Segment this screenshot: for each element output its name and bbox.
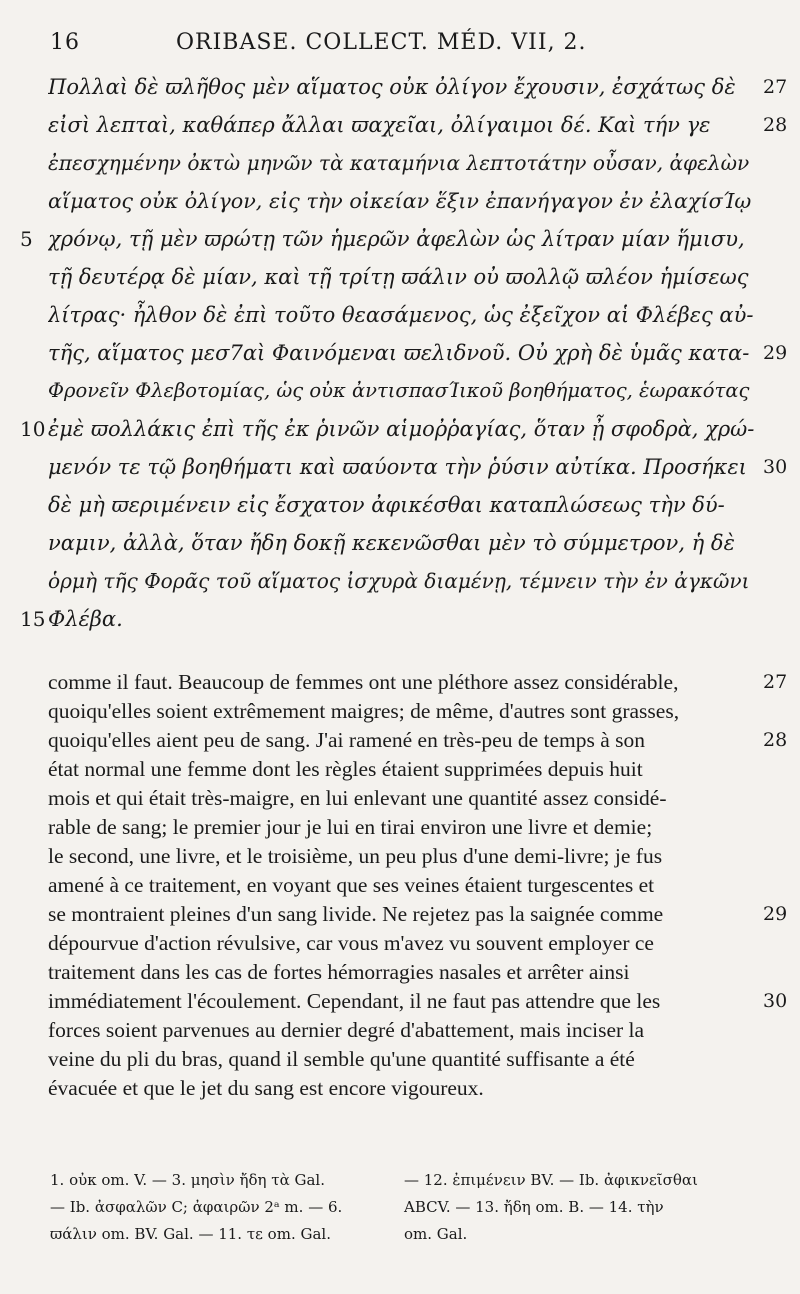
french-line — [0, 668, 800, 697]
french-line-text: mois et qui était très-maigre, en lui enlevant une quantité assez considé- — [48, 786, 667, 810]
footnote-line: ABCV. — 13. ἤδη om. B. — 14. τὴν — [404, 1198, 664, 1216]
greek-line — [0, 296, 800, 334]
french-line — [0, 784, 800, 813]
greek-line — [0, 258, 800, 296]
french-line-text: se montraient pleines d'un sang livide. Ne rejetez pas la saignée comme — [48, 902, 664, 926]
running-title: ORIBASE. COLLECT. MÉD. VII, 2. — [176, 30, 587, 55]
french-line — [0, 1045, 800, 1074]
greek-line — [0, 562, 800, 600]
greek-line — [0, 182, 800, 220]
greek-line-text: ναμιν, ἀλλὰ, ὅταν ἤδη δοκῇ κεκενῶσθαι μὲν τὸ σύμμετρον, ἡ δὲ — [48, 531, 735, 555]
greek-line — [0, 448, 800, 486]
french-line-text: évacuée et que le jet du sang est encore vigoureux. — [48, 1076, 484, 1100]
line-number: 10 — [20, 417, 46, 441]
greek-line — [0, 372, 800, 410]
footnotes — [0, 1167, 800, 1277]
french-line-text: veine du pli du bras, quand il semble qu'une quantité suffisante a été — [48, 1047, 635, 1071]
greek-line — [0, 68, 800, 106]
french-line — [0, 755, 800, 784]
greek-line-text: χρόνῳ, τῇ μὲν ϖρώτῃ τῶν ἡμερῶν ἀφελὼν ὡς λίτραν μίαν ἥμισυ, — [48, 227, 745, 251]
french-line — [0, 813, 800, 842]
greek-line — [0, 106, 800, 144]
section-marker: 29 — [763, 342, 788, 364]
greek-text-block — [0, 68, 800, 638]
footnote-line: om. Gal. — [404, 1225, 468, 1243]
greek-line — [0, 486, 800, 524]
greek-line-text: Φλέβα. — [48, 607, 123, 631]
french-line — [0, 900, 800, 929]
french-line-text: le second, une livre, et le troisième, un peu plus d'une demi-livre; je fus — [48, 844, 663, 868]
french-line-text: quoiqu'elles aient peu de sang. J'ai ramené en très-peu de temps à son — [48, 728, 646, 752]
footnote-line: — Ib. ἀσφαλῶν C; ἀφαιρῶν 2ᵃ m. — 6. — [50, 1198, 343, 1216]
french-line-text: immédiatement l'écoulement. Cependant, il ne faut pas attendre que les — [48, 989, 661, 1013]
greek-line-text: εἰσὶ λεπταὶ, καθάπερ ἄλλαι ϖαχεῖαι, ὀλίγαιμοι δέ. Καὶ τήν γε — [48, 113, 711, 137]
page-number: 16 — [50, 30, 80, 55]
greek-line — [0, 524, 800, 562]
greek-line-text: δὲ μὴ ϖεριμένειν εἰς ἔσχατον ἀφικέσθαι καταπλώσεως τὴν δύ- — [48, 493, 725, 517]
greek-line-text: ὁρμὴ τῆς Φορᾶς τοῦ αἵματος ἰσχυρὰ διαμένῃ, τέμνειν τὴν ἐν ἀγκῶνι — [48, 569, 750, 593]
footnote-line: — 12. ἐπιμένειν BV. — Ib. ἀφικνεῖσθαι — [404, 1171, 698, 1189]
french-line-text: état normal une femme dont les règles étaient supprimées depuis huit — [48, 757, 643, 781]
section-marker: 28 — [763, 114, 788, 136]
greek-line-text: Φρονεῖν Φλεβοτομίας, ὡς οὐκ ἀντισπασΊικοῦ βοηθήματος, ἑωρακότας — [48, 379, 750, 402]
greek-line-text: λίτρας· ἦλθον δὲ ἐπὶ τοῦτο θεασάμενος, ὡς ἐξεῖχον αἱ Φλέβες αὐ- — [48, 303, 754, 327]
french-line-text: comme il faut. Beaucoup de femmes ont une pléthore assez considérable, — [48, 670, 679, 694]
section-marker: 30 — [763, 456, 788, 478]
section-marker: 30 — [763, 990, 788, 1012]
greek-line-text: ἐπεσχημένην ὀκτὼ μηνῶν τὰ καταμήνια λεπτοτάτην οὖσαν, ἀφελὼν — [48, 151, 750, 175]
french-line — [0, 958, 800, 987]
greek-line — [0, 220, 800, 258]
line-number: 5 — [20, 227, 33, 251]
french-line — [0, 1016, 800, 1045]
french-line-text: amené à ce traitement, en voyant que ses veines étaient turgescentes et — [48, 873, 655, 897]
french-line-text: quoiqu'elles soient extrêmement maigres; de même, d'autres sont grasses, — [48, 699, 680, 723]
french-line — [0, 697, 800, 726]
french-line-text: forces soient parvenues au dernier degré d'abattement, mais inciser la — [48, 1018, 645, 1042]
greek-line — [0, 410, 800, 448]
french-line — [0, 1074, 800, 1103]
french-line-text: rable de sang; le premier jour je lui en tirai environ une livre et demie; — [48, 815, 653, 839]
section-marker: 27 — [763, 671, 788, 693]
section-marker: 28 — [763, 729, 788, 751]
french-line-text: dépourvue d'action révulsive, car vous m'avez vu souvent employer ce — [48, 931, 654, 955]
greek-line — [0, 334, 800, 372]
french-line — [0, 929, 800, 958]
footnote-line: 1. οὐκ om. V. — 3. μησὶν ἤδη τὰ Gal. — [50, 1171, 325, 1189]
french-line — [0, 842, 800, 871]
greek-line — [0, 144, 800, 182]
footnote-line: ϖάλιν om. BV. Gal. — 11. τε om. Gal. — [50, 1225, 331, 1243]
greek-line-text: αἵματος οὐκ ὀλίγον, εἰς τὴν οἰκείαν ἕξιν ἐπανήγαγον ἐν ἐλαχίσΊῳ — [48, 189, 752, 213]
footnotes-left-column — [50, 1167, 405, 1248]
greek-line — [0, 600, 800, 638]
section-marker: 29 — [763, 903, 788, 925]
greek-line-text: τῆς, αἵματος μεσ7αὶ Φαινόμεναι ϖελιδνοῦ. Οὐ χρὴ δὲ ὑμᾶς κατα- — [48, 341, 750, 365]
french-translation-block — [0, 668, 800, 1103]
greek-line-text: Πολλαὶ δὲ ϖλῆθος μὲν αἵματος οὐκ ὀλίγον ἔχουσιν, ἐσχάτως δὲ — [48, 75, 736, 99]
french-line — [0, 871, 800, 900]
page-header — [0, 30, 800, 66]
footnotes-right-column — [404, 1167, 754, 1248]
greek-line-text: τῇ δευτέρᾳ δὲ μίαν, καὶ τῇ τρίτῃ ϖάλιν οὐ ϖολλῷ ϖλέον ἡμίσεως — [48, 265, 749, 289]
french-line — [0, 726, 800, 755]
greek-line-text: ἐμὲ ϖολλάκις ἐπὶ τῆς ἐκ ῥινῶν αἱμοῤῥαγίας, ὅταν ᾖ σφοδρὰ, χρώ- — [48, 417, 755, 441]
line-number: 15 — [20, 607, 46, 631]
section-marker: 27 — [763, 76, 788, 98]
french-line-text: traitement dans les cas de fortes hémorragies nasales et arrêter ainsi — [48, 960, 630, 984]
french-line — [0, 987, 800, 1016]
greek-line-text: μενόν τε τῷ βοηθήματι καὶ ϖαύοντα τὴν ῥύσιν αὐτίκα. Προσήκει — [48, 455, 747, 479]
